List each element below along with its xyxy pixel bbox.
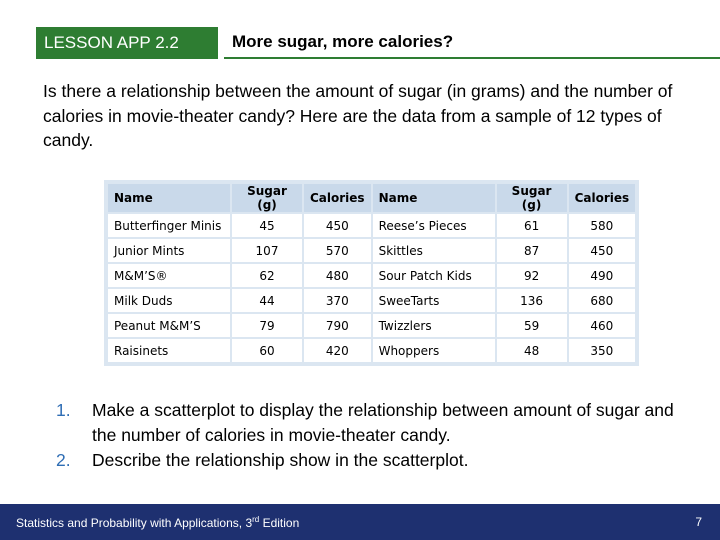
candy-name: Junior Mints: [107, 238, 231, 263]
calories-value: 480: [303, 263, 372, 288]
slide-title: More sugar, more calories?: [224, 27, 720, 59]
list-item: [56, 398, 676, 448]
col-header-name-1: Name: [107, 183, 231, 213]
table-row: [107, 238, 636, 263]
slide-footer: [0, 504, 720, 540]
col-header-calories-2: Calories: [568, 183, 637, 213]
calories-value: 420: [303, 338, 372, 363]
question-number: 2.: [56, 450, 71, 470]
candy-name: Skittles: [372, 238, 496, 263]
sugar-value: 60: [231, 338, 303, 363]
table-row: [107, 263, 636, 288]
calories-value: 450: [303, 213, 372, 238]
question-text: Describe the relationship show in the scatterplot.: [92, 450, 469, 470]
sugar-value: 107: [231, 238, 303, 263]
calories-value: 680: [568, 288, 637, 313]
calories-value: 490: [568, 263, 637, 288]
candy-name: M&M’S®: [107, 263, 231, 288]
page-number: 7: [695, 515, 702, 529]
candy-data-table: [104, 180, 639, 366]
sugar-value: 92: [496, 263, 568, 288]
candy-name: SweeTarts: [372, 288, 496, 313]
table-header-row: [107, 183, 636, 213]
table-row: [107, 338, 636, 363]
sugar-value: 44: [231, 288, 303, 313]
question-number: 1.: [56, 400, 71, 420]
question-list: [56, 398, 676, 473]
intro-paragraph: Is there a relationship between the amount of sugar (in grams) and the number of calories in movie-theater candy? Here are the data from a sample of 12 types of candy.: [43, 81, 673, 150]
calories-value: 790: [303, 313, 372, 338]
slide-header: [36, 27, 720, 59]
candy-name: Whoppers: [372, 338, 496, 363]
sugar-value: 61: [496, 213, 568, 238]
question-text: Make a scatterplot to display the relationship between amount of sugar and the number of calories in movie-theater candy.: [92, 400, 674, 445]
sugar-value: 59: [496, 313, 568, 338]
candy-name: Peanut M&M’S: [107, 313, 231, 338]
calories-value: 570: [303, 238, 372, 263]
col-header-sugar-1: Sugar (g): [231, 183, 303, 213]
candy-name: Milk Duds: [107, 288, 231, 313]
calories-value: 580: [568, 213, 637, 238]
sugar-value: 45: [231, 213, 303, 238]
list-item: [56, 448, 676, 473]
candy-name: Butterfinger Minis: [107, 213, 231, 238]
sugar-value: 136: [496, 288, 568, 313]
sugar-value: 79: [231, 313, 303, 338]
candy-name: Sour Patch Kids: [372, 263, 496, 288]
book-title: [16, 515, 299, 530]
calories-value: 350: [568, 338, 637, 363]
sugar-value: 87: [496, 238, 568, 263]
table-row: [107, 288, 636, 313]
col-header-sugar-2: Sugar (g): [496, 183, 568, 213]
table-row: [107, 213, 636, 238]
candy-name: Reese’s Pieces: [372, 213, 496, 238]
candy-name: Twizzlers: [372, 313, 496, 338]
sugar-value: 48: [496, 338, 568, 363]
table-row: [107, 313, 636, 338]
calories-value: 460: [568, 313, 637, 338]
edition-word: Edition: [259, 515, 300, 530]
lesson-label: LESSON APP 2.2: [36, 27, 218, 59]
calories-value: 370: [303, 288, 372, 313]
edition-superscript: rd: [252, 514, 260, 524]
sugar-value: 62: [231, 263, 303, 288]
book-title-text: Statistics and Probability with Applications, 3: [16, 515, 253, 530]
candy-name: Raisinets: [107, 338, 231, 363]
col-header-name-2: Name: [372, 183, 496, 213]
calories-value: 450: [568, 238, 637, 263]
col-header-calories-1: Calories: [303, 183, 372, 213]
